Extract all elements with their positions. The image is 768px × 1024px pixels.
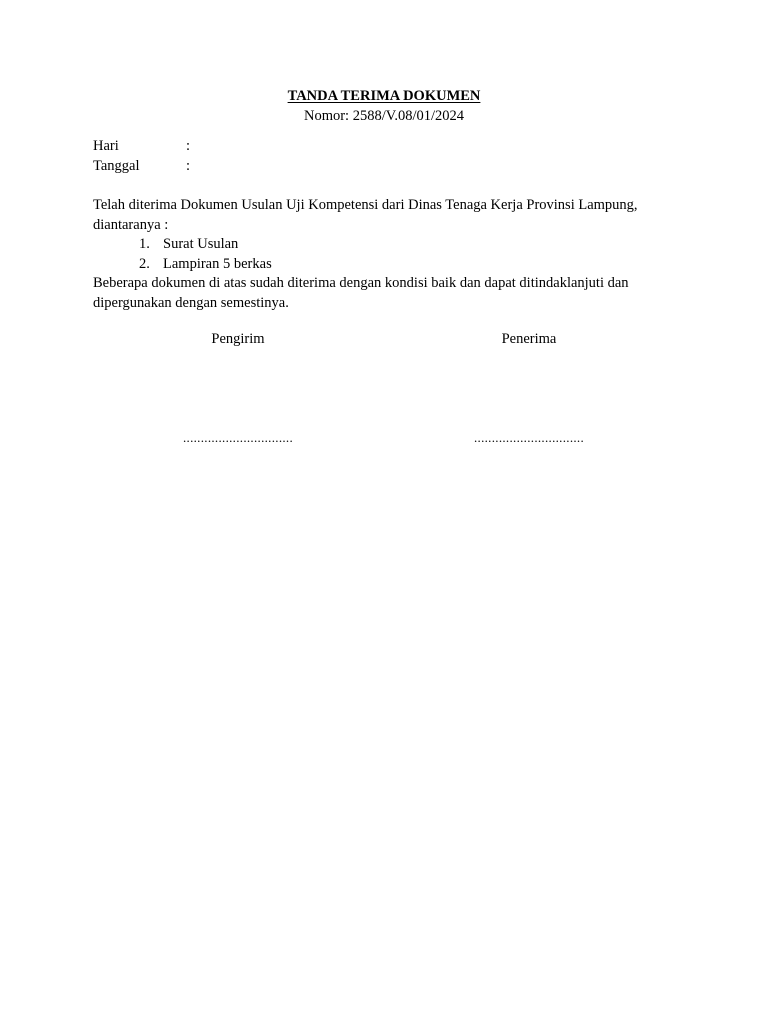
document-list: [93, 235, 683, 274]
intro-paragraph: Telah diterima Dokumen Usulan Uji Kompetensi dari Dinas Tenaga Kerja Provinsi Lampung, diantaranya :: [93, 197, 638, 233]
field-separator: :: [186, 157, 191, 174]
document-title: TANDA TERIMA DOKUMEN: [287, 88, 481, 104]
field-row-hari: [93, 137, 190, 157]
list-item-number: 2.: [139, 255, 150, 272]
sender-label: Pengirim: [211, 331, 265, 347]
field-row-tanggal: [93, 157, 190, 177]
field-separator: :: [186, 138, 191, 154]
list-item: [93, 235, 683, 255]
list-item-text: Lampiran 5 berkas: [163, 255, 272, 272]
receiver-label: Penerima: [501, 331, 557, 347]
field-label-tanggal: Tanggal: [93, 157, 140, 174]
list-item-number: 1.: [139, 236, 150, 252]
document-body: [93, 196, 683, 313]
closing-paragraph: Beberapa dokumen di atas sudah diterima dengan kondisi baik dan dapat ditindaklanjuti dan dipergunakan dengan semestinya.: [93, 275, 629, 311]
document-number: Nomor: 2588/V.08/01/2024: [303, 107, 465, 124]
sender-signature-line: ...............................: [182, 430, 294, 445]
document-header: [0, 87, 768, 126]
info-fields: [93, 137, 190, 176]
receiver-signature-line: ...............................: [473, 430, 585, 445]
field-label-hari: Hari: [93, 138, 119, 154]
list-item-text: Surat Usulan: [163, 236, 239, 252]
list-item: [93, 255, 683, 275]
